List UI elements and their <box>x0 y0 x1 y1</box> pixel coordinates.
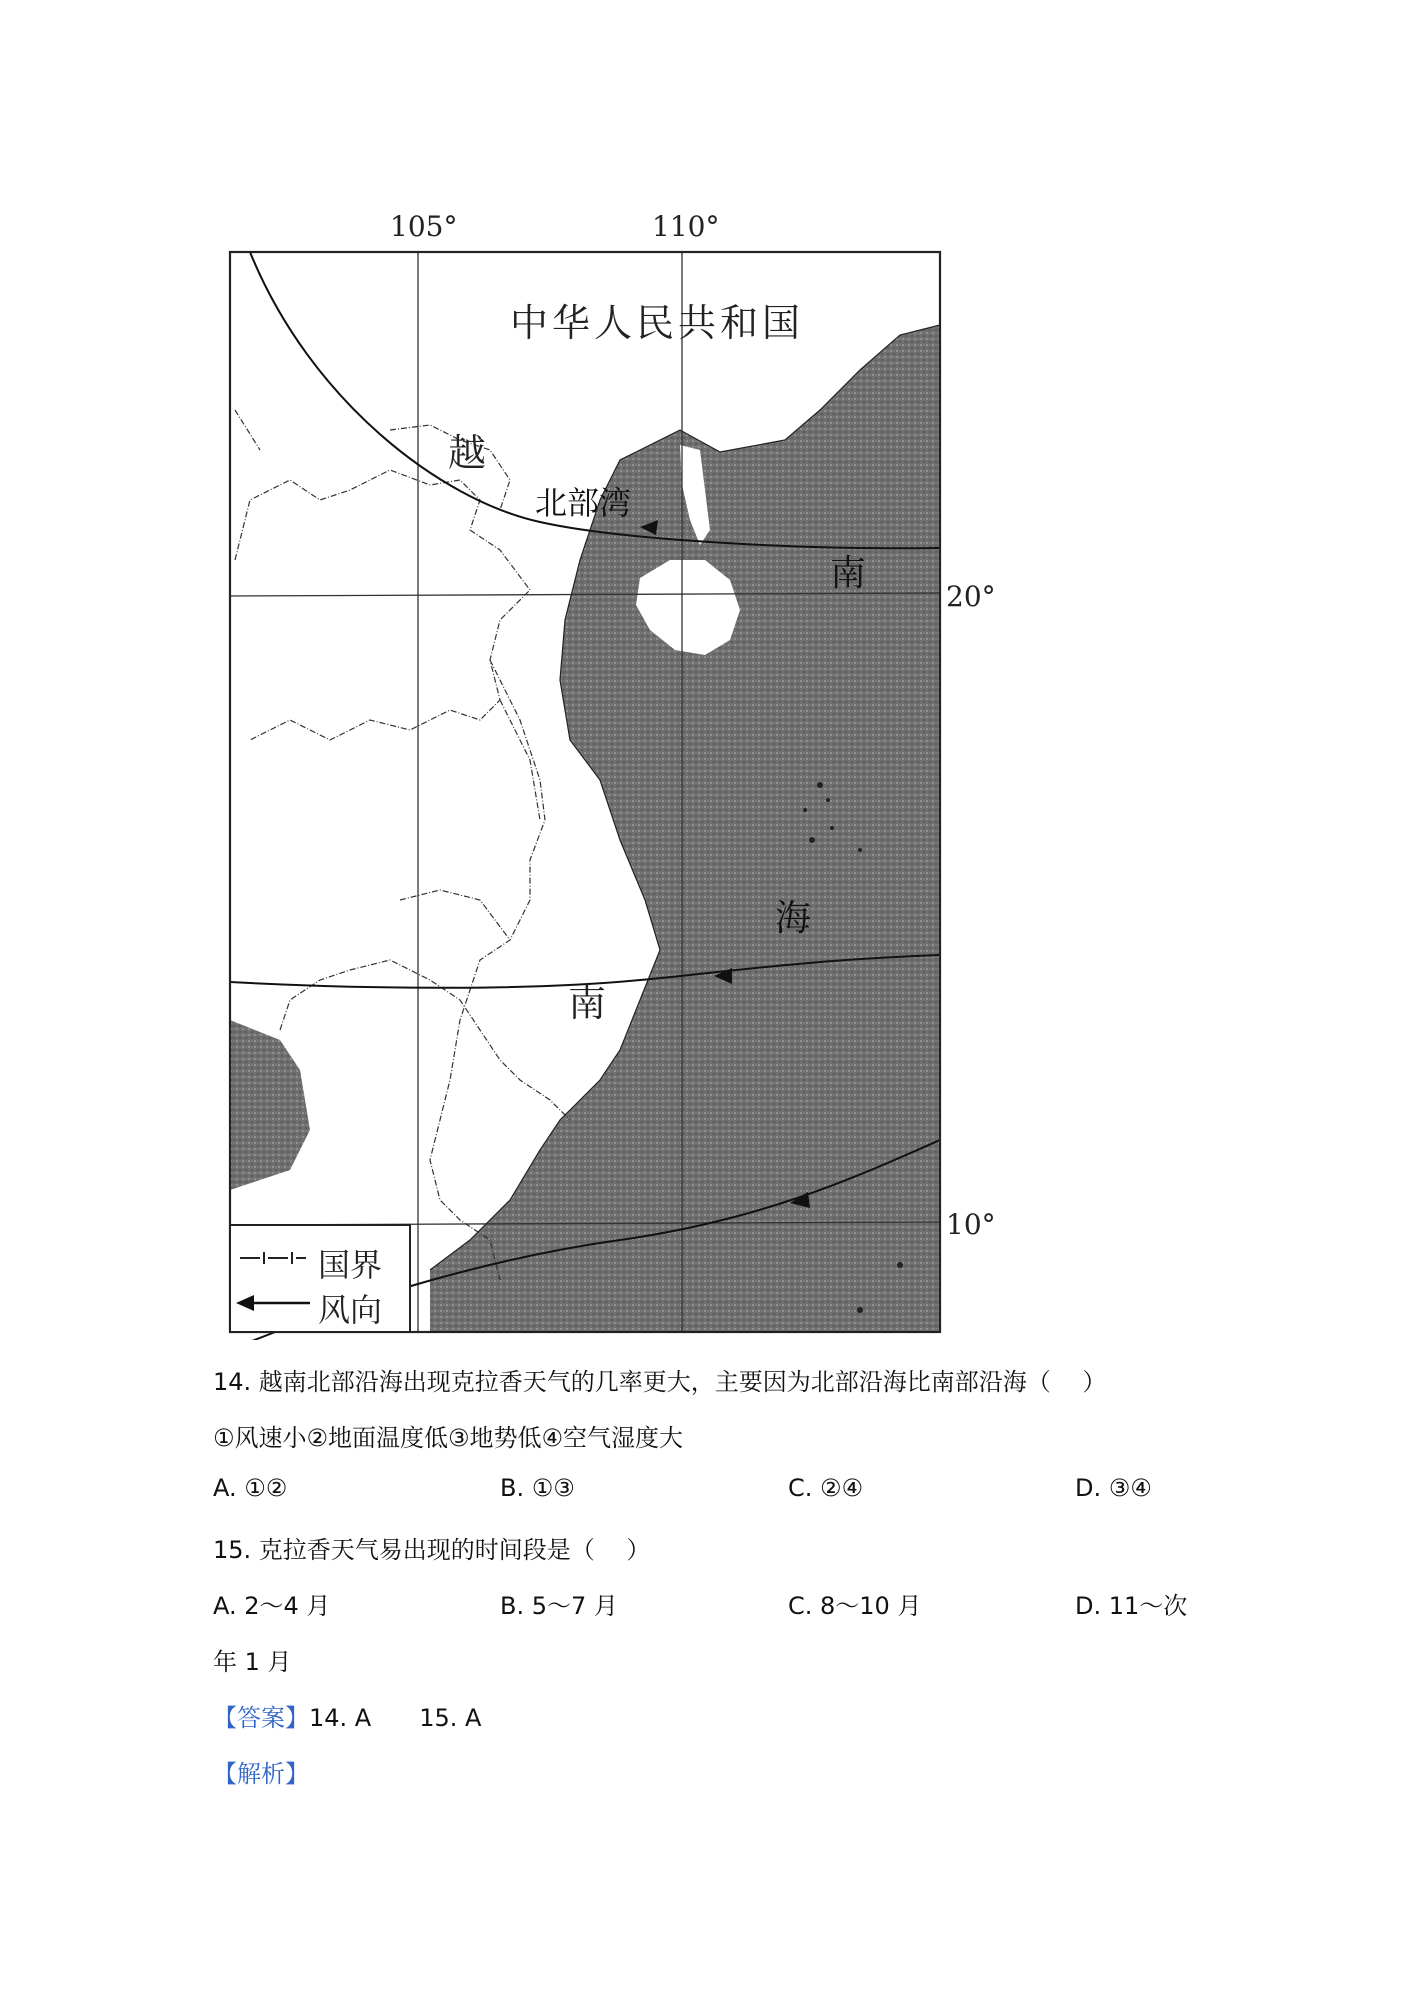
q14-option-c: C. ②④ <box>788 1474 864 1502</box>
q15-option-b: B. 5～7 月 <box>500 1592 618 1620</box>
q15-option-c: C. 8～10 月 <box>788 1592 922 1620</box>
question-15-stem: 15. 克拉香天气易出现的时间段是（ ） <box>213 1536 651 1564</box>
analysis-tag: 【解析】 <box>213 1760 309 1788</box>
q15-option-d-continued: 年 1 月 <box>213 1648 292 1676</box>
label-china: 中华人民共和国 <box>510 301 805 345</box>
question-14-items: ①风速小②地面温度低③地势低④空气湿度大 <box>213 1424 684 1452</box>
q14-option-b: B. ①③ <box>500 1474 575 1502</box>
q15-option-a: A. 2～4 月 <box>213 1592 331 1620</box>
lat-label-10: 10° <box>946 1208 996 1241</box>
legend-wind-label: 风向 <box>318 1291 383 1329</box>
answer-tag: 【答案】 <box>213 1704 309 1732</box>
map-figure <box>200 200 996 1340</box>
q14-option-a: A. ①② <box>213 1474 288 1502</box>
question-14-stem: 14. 越南北部沿海出现克拉香天气的几率更大，主要因为北部沿海比南部沿海（ ） <box>213 1368 1107 1396</box>
label-vietnam-south: 南 <box>568 981 607 1025</box>
legend-border-label: 国界 <box>318 1246 383 1284</box>
q15-option-d: D. 11～次 <box>1075 1592 1188 1620</box>
answer-line <box>213 1698 481 1733</box>
label-gulf-of-tonkin: 北部湾 <box>535 484 632 522</box>
label-south-sea-2: 海 <box>775 898 812 939</box>
south-china-sea-map <box>200 200 960 1340</box>
lon-label-105: 105° <box>390 210 458 243</box>
q14-option-d: D. ③④ <box>1075 1474 1152 1502</box>
lon-label-110: 110° <box>652 210 720 243</box>
label-vietnam: 越 <box>448 431 487 475</box>
lat-label-20: 20° <box>946 580 996 613</box>
analysis-line <box>213 1754 309 1789</box>
answer-text: 14. A 15. A <box>309 1704 482 1732</box>
label-south-sea-1: 南 <box>830 553 867 594</box>
